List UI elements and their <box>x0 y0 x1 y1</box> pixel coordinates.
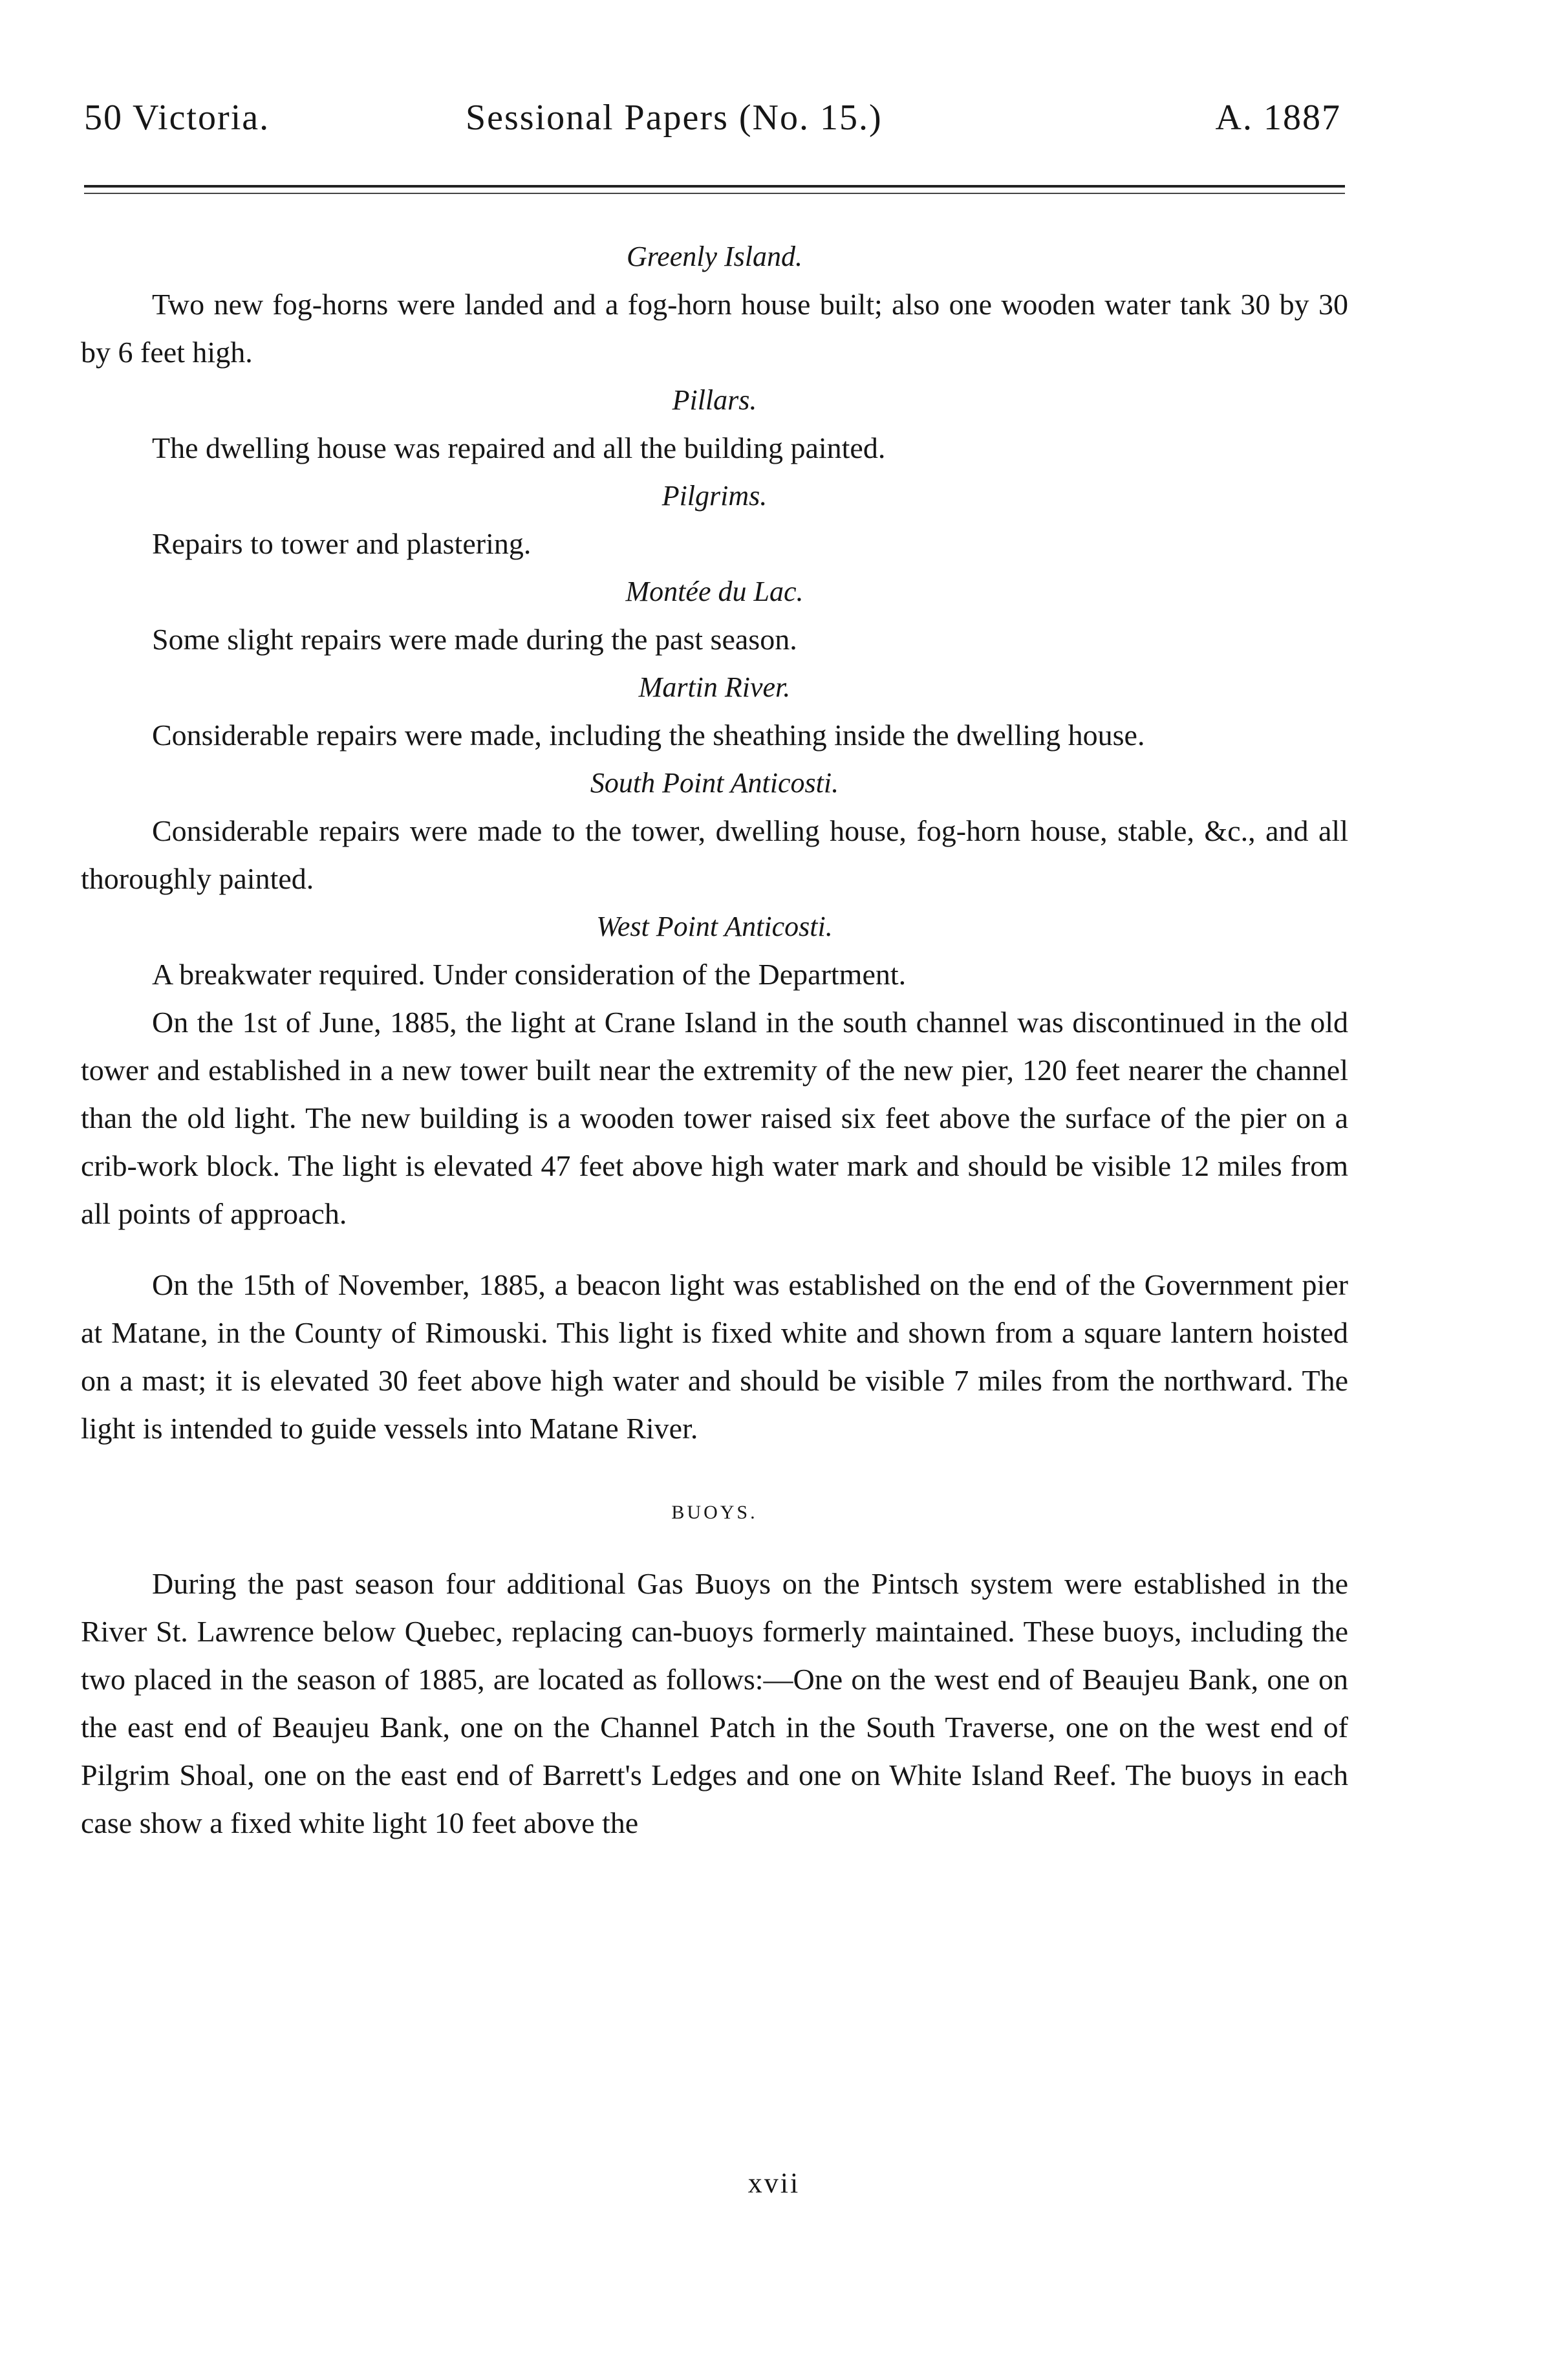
section-heading-pilgrims: Pilgrims. <box>661 480 768 512</box>
section-heading-greenly-island: Greenly Island. <box>626 241 803 272</box>
page-number: xvii <box>747 2167 801 2199</box>
header-title: Sessional Papers (No. 15.) <box>466 98 883 138</box>
page-body <box>81 233 1348 1847</box>
section-heading-west-point-anticosti: West Point Anticosti. <box>596 911 833 942</box>
section-text-west-point-anticosti: A breakwater required. Under consideration of the Department. <box>152 958 907 991</box>
paragraph-crane-island: On the 1st of June, 1885, the light at Crane Island in the south channel was discontinued in the old tower and established in a new tower built near the extremity of the new pier, 120 feet nearer the channel than the old light. The new building is a wooden tower raised six feet above the surface of the pier on a crib-work block. The light is elevated 47 feet above high water mark and should be visible 12 miles from all points of approach. <box>81 1006 1348 1230</box>
section-heading-montee-du-lac: Montée du Lac. <box>625 576 804 607</box>
section-spacer <box>81 1537 1348 1560</box>
section-heading-martin-river: Martin River. <box>638 671 791 703</box>
section-text-pilgrims: Repairs to tower and plastering. <box>152 527 532 560</box>
section-text-montee-du-lac: Some slight repairs were made during the past season. <box>152 623 797 656</box>
section-text-pillars: The dwelling house was repaired and all the building painted. <box>152 431 886 464</box>
paragraph-spacer <box>81 1238 1348 1261</box>
section-text-martin-river: Considerable repairs were made, including the sheathing inside the dwelling house. <box>152 719 1145 752</box>
header-rule <box>84 185 1345 188</box>
section-text-greenly-island: Two new fog-horns were landed and a fog-horn house built; also one wooden water tank 30 by 30 by 6 feet high. <box>81 288 1348 369</box>
buoys-heading: BUOYS. <box>671 1502 758 1523</box>
header-volume: 50 Victoria. <box>84 98 270 138</box>
paragraph-buoys: During the past season four additional Gas Buoys on the Pintsch system were established in the River St. Lawrence below Quebec, replacing can-buoys formerly maintained. These buoys, including the two placed in the season of 1885, are located as follows:—One on the west end of Beaujeu Bank, one on the east end of Beaujeu Bank, one on the Channel Patch in the South Traverse, one on the west end of Pilgrim Shoal, one on the east end of Barrett's Ledges and one on White Island Reef. The buoys in each case show a fixed white light 10 feet above the <box>81 1567 1348 1839</box>
section-spacer <box>81 1453 1348 1489</box>
header-rule-thin <box>84 193 1345 194</box>
header-year: A. 1887 <box>1215 98 1341 138</box>
section-text-south-point-anticosti: Considerable repairs were made to the tower, dwelling house, fog-horn house, stable, &c., and all thoroughly painted. <box>81 814 1348 895</box>
section-heading-pillars: Pillars. <box>672 384 757 416</box>
paragraph-matane: On the 15th of November, 1885, a beacon light was established on the end of the Government pier at Matane, in the County of Rimouski. This light is fixed white and shown from a square lantern hoisted on a mast; it is elevated 30 feet above high water and should be visible 7 miles from the northward. The light is intended to guide vessels into Matane River. <box>81 1268 1348 1445</box>
section-heading-south-point-anticosti: South Point Anticosti. <box>590 767 839 799</box>
